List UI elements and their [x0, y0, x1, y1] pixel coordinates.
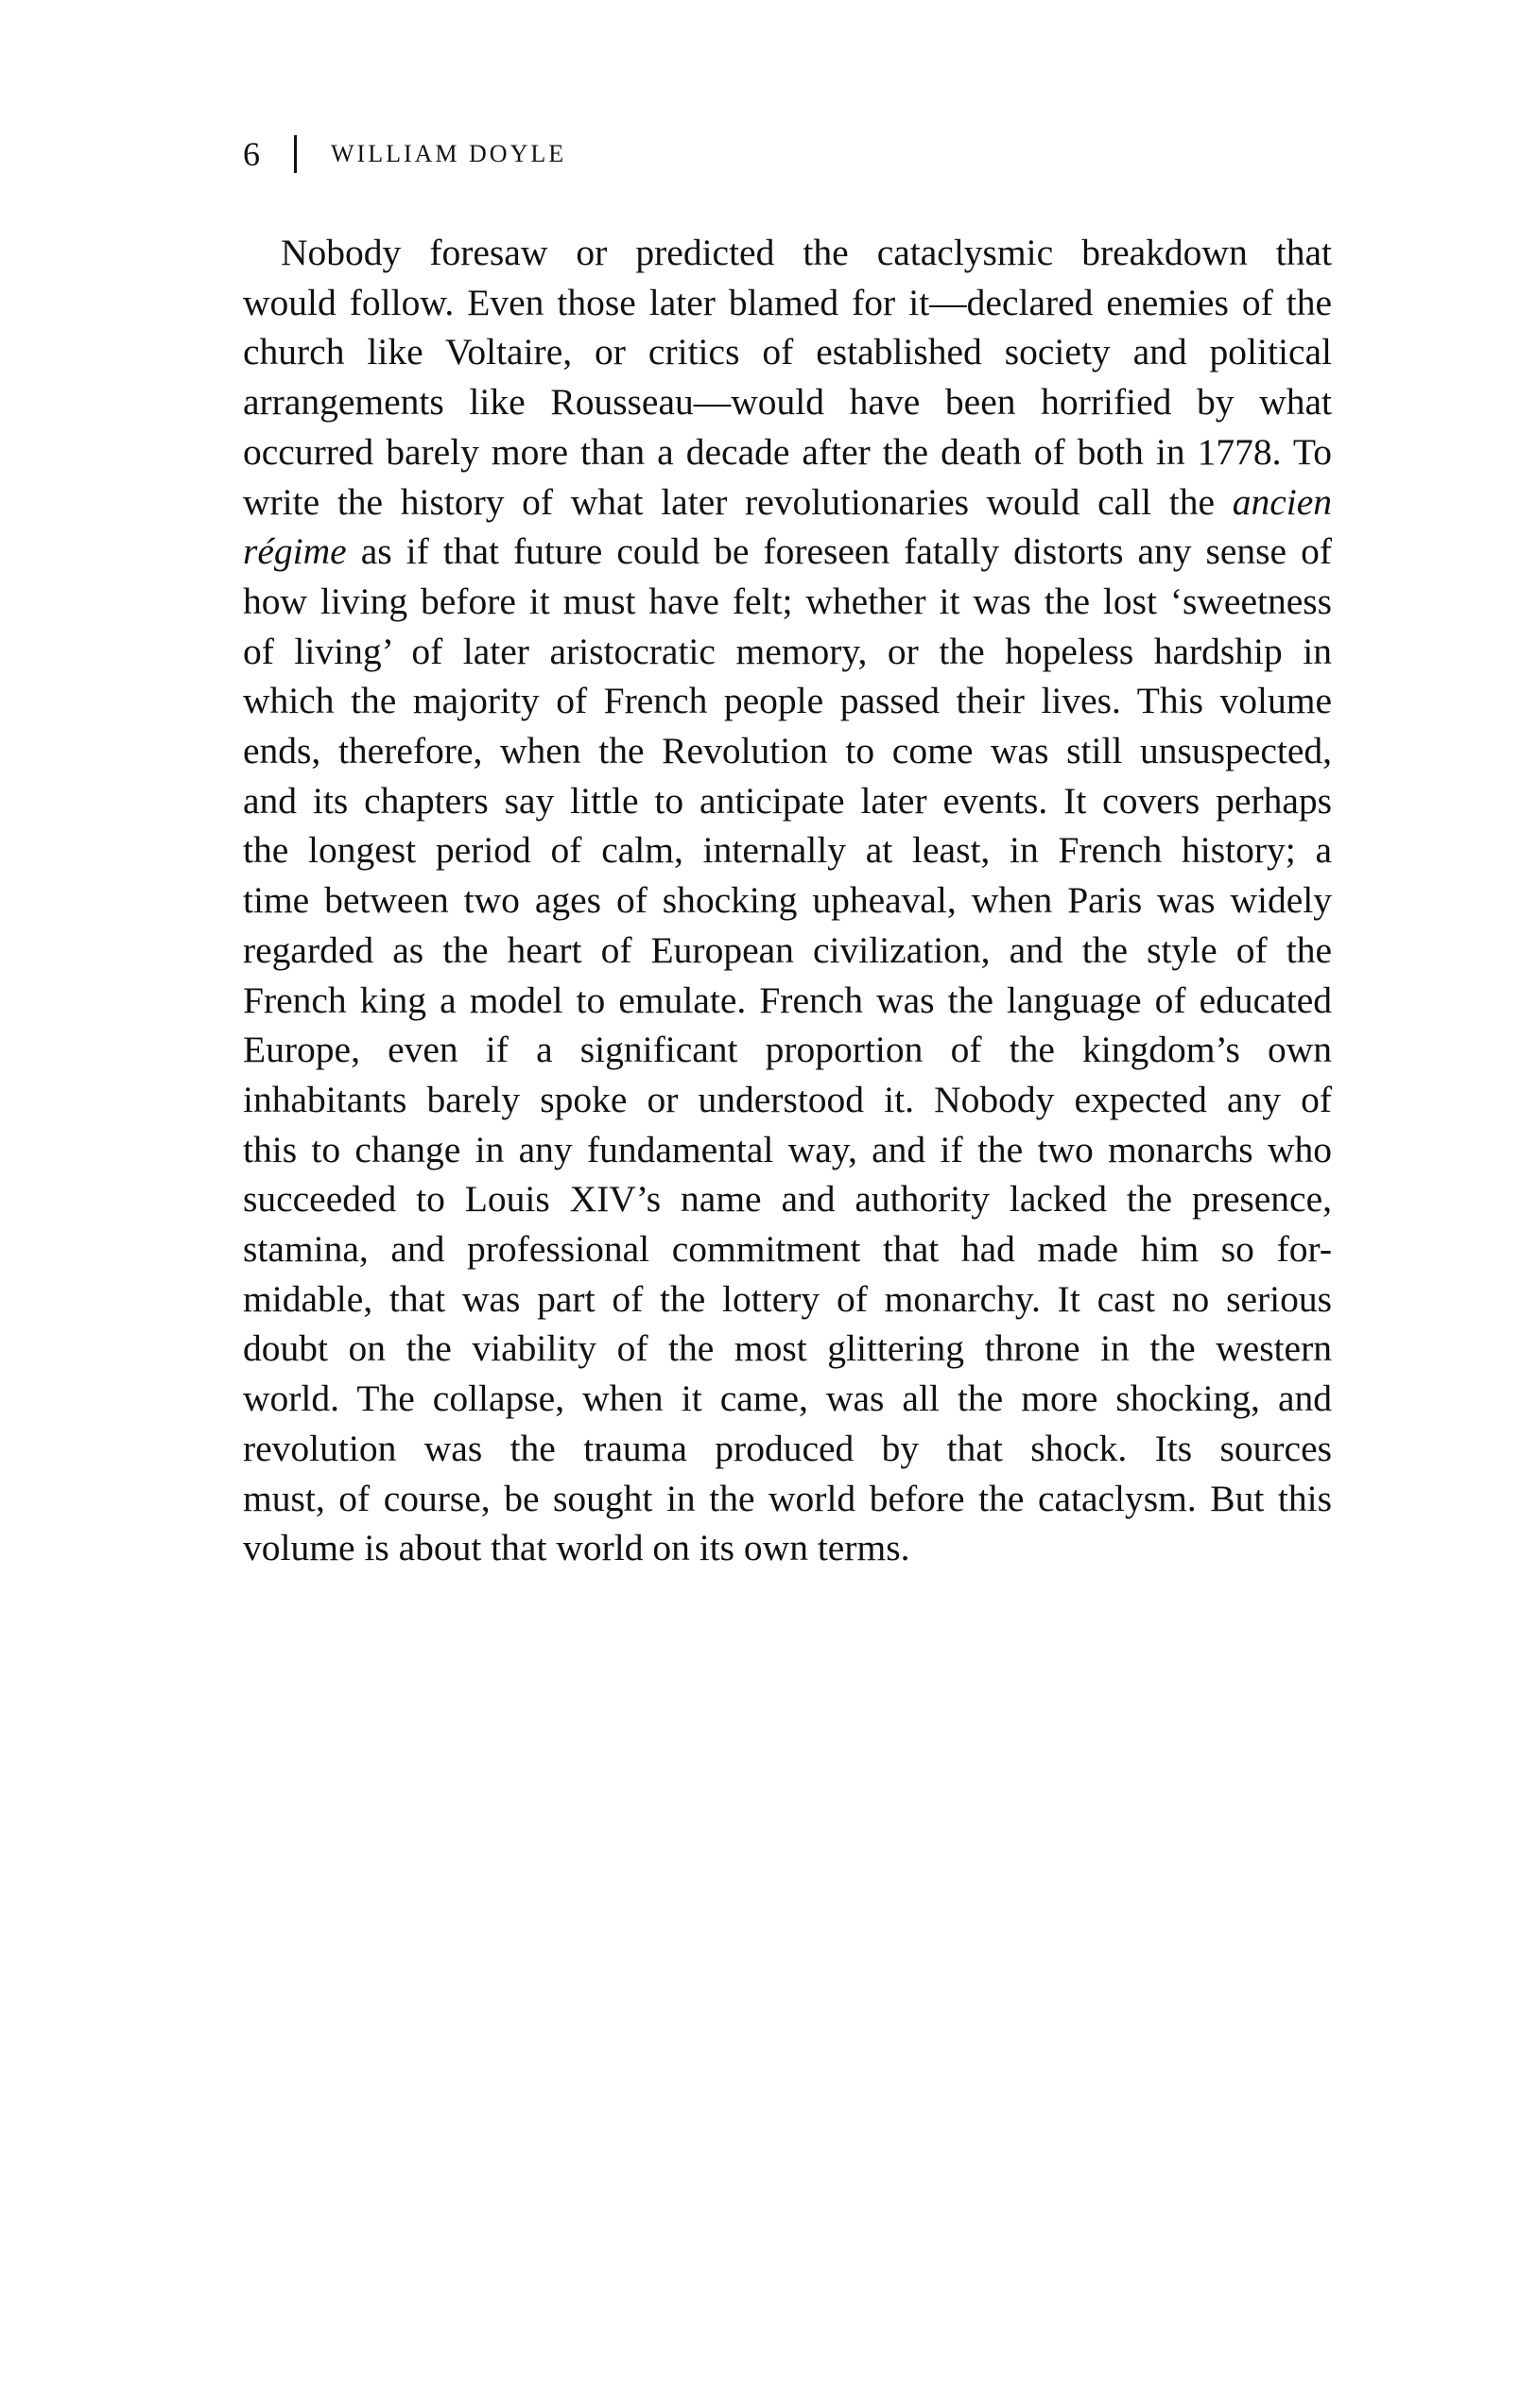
page-number: 6 — [243, 135, 260, 173]
running-head-author: WILLIAM DOYLE — [331, 140, 567, 167]
text-line: church like Voltaire, or critics of established society and political — [243, 331, 1332, 373]
text-line: French king a model to emulate. French was the language of educated — [243, 979, 1332, 1021]
text-line: world. The collapse, when it came, was all the more shocking, and — [243, 1377, 1332, 1420]
body-paragraph — [243, 228, 1332, 1573]
italic-term: régime — [243, 530, 347, 573]
text-line: time between two ages of shocking upheaval, when Paris was widely — [243, 879, 1332, 922]
text-line: ends, therefore, when the Revolution to come was still unsuspected, — [243, 730, 1332, 772]
text-line: midable, that was part of the lottery of monarchy. It cast no serious — [243, 1277, 1332, 1320]
text-line: Europe, even if a significant proportion of the kingdom’s own — [243, 1029, 1332, 1071]
text-line: Nobody foresaw or predicted the cataclysmic breakdown that — [281, 232, 1332, 273]
running-head — [243, 130, 566, 178]
text-line: how living before it must have felt; whether it was the lost ‘sweetness — [243, 580, 1332, 622]
text-line: occurred barely more than a decade after the death of both in 1778. To — [243, 430, 1332, 473]
text-line: which the majority of French people passed their lives. This volume — [243, 680, 1332, 722]
text-line: arrangements like Rousseau—would have been horrified by what — [243, 381, 1332, 424]
text-line: inhabitants barely spoke or understood it. Nobody expected any of — [243, 1078, 1332, 1120]
text-line: would follow. Even those later blamed for it—declared enemies of the — [243, 281, 1332, 323]
text-line: regarded as the heart of European civilization, and the style of the — [243, 928, 1332, 971]
text-line: of living’ of later aristocratic memory, or the hopeless hardship in — [243, 630, 1332, 672]
text-line-segment: write the history of what later revolutionaries would call the — [243, 480, 1233, 523]
text-line: and its chapters say little to anticipate later events. It covers perhaps — [243, 779, 1332, 822]
text-line: must, of course, be sought in the world before the cataclysm. But this — [243, 1477, 1332, 1519]
text-line: stamina, and professional commitment that had made him so for- — [243, 1228, 1332, 1271]
text-line: this to change in any fundamental way, and if the two monarchs who — [243, 1128, 1332, 1170]
text-line: the longest period of calm, internally at least, in French history; a — [243, 829, 1332, 872]
text-line: volume is about that world on its own terms. — [243, 1527, 910, 1569]
text-line-segment: as if that future could be foreseen fatally distorts any sense of — [346, 530, 1332, 573]
text-line — [243, 477, 1332, 528]
text-line: succeeded to Louis XIV’s name and authority lacked the presence, — [243, 1178, 1332, 1221]
italic-term: ancien — [1232, 480, 1332, 523]
text-line: revolution was the trauma produced by that shock. Its sources — [243, 1427, 1332, 1469]
running-head-divider — [294, 135, 297, 173]
text-line: doubt on the viability of the most glittering throne in the western — [243, 1327, 1332, 1370]
text-line — [243, 527, 1332, 577]
